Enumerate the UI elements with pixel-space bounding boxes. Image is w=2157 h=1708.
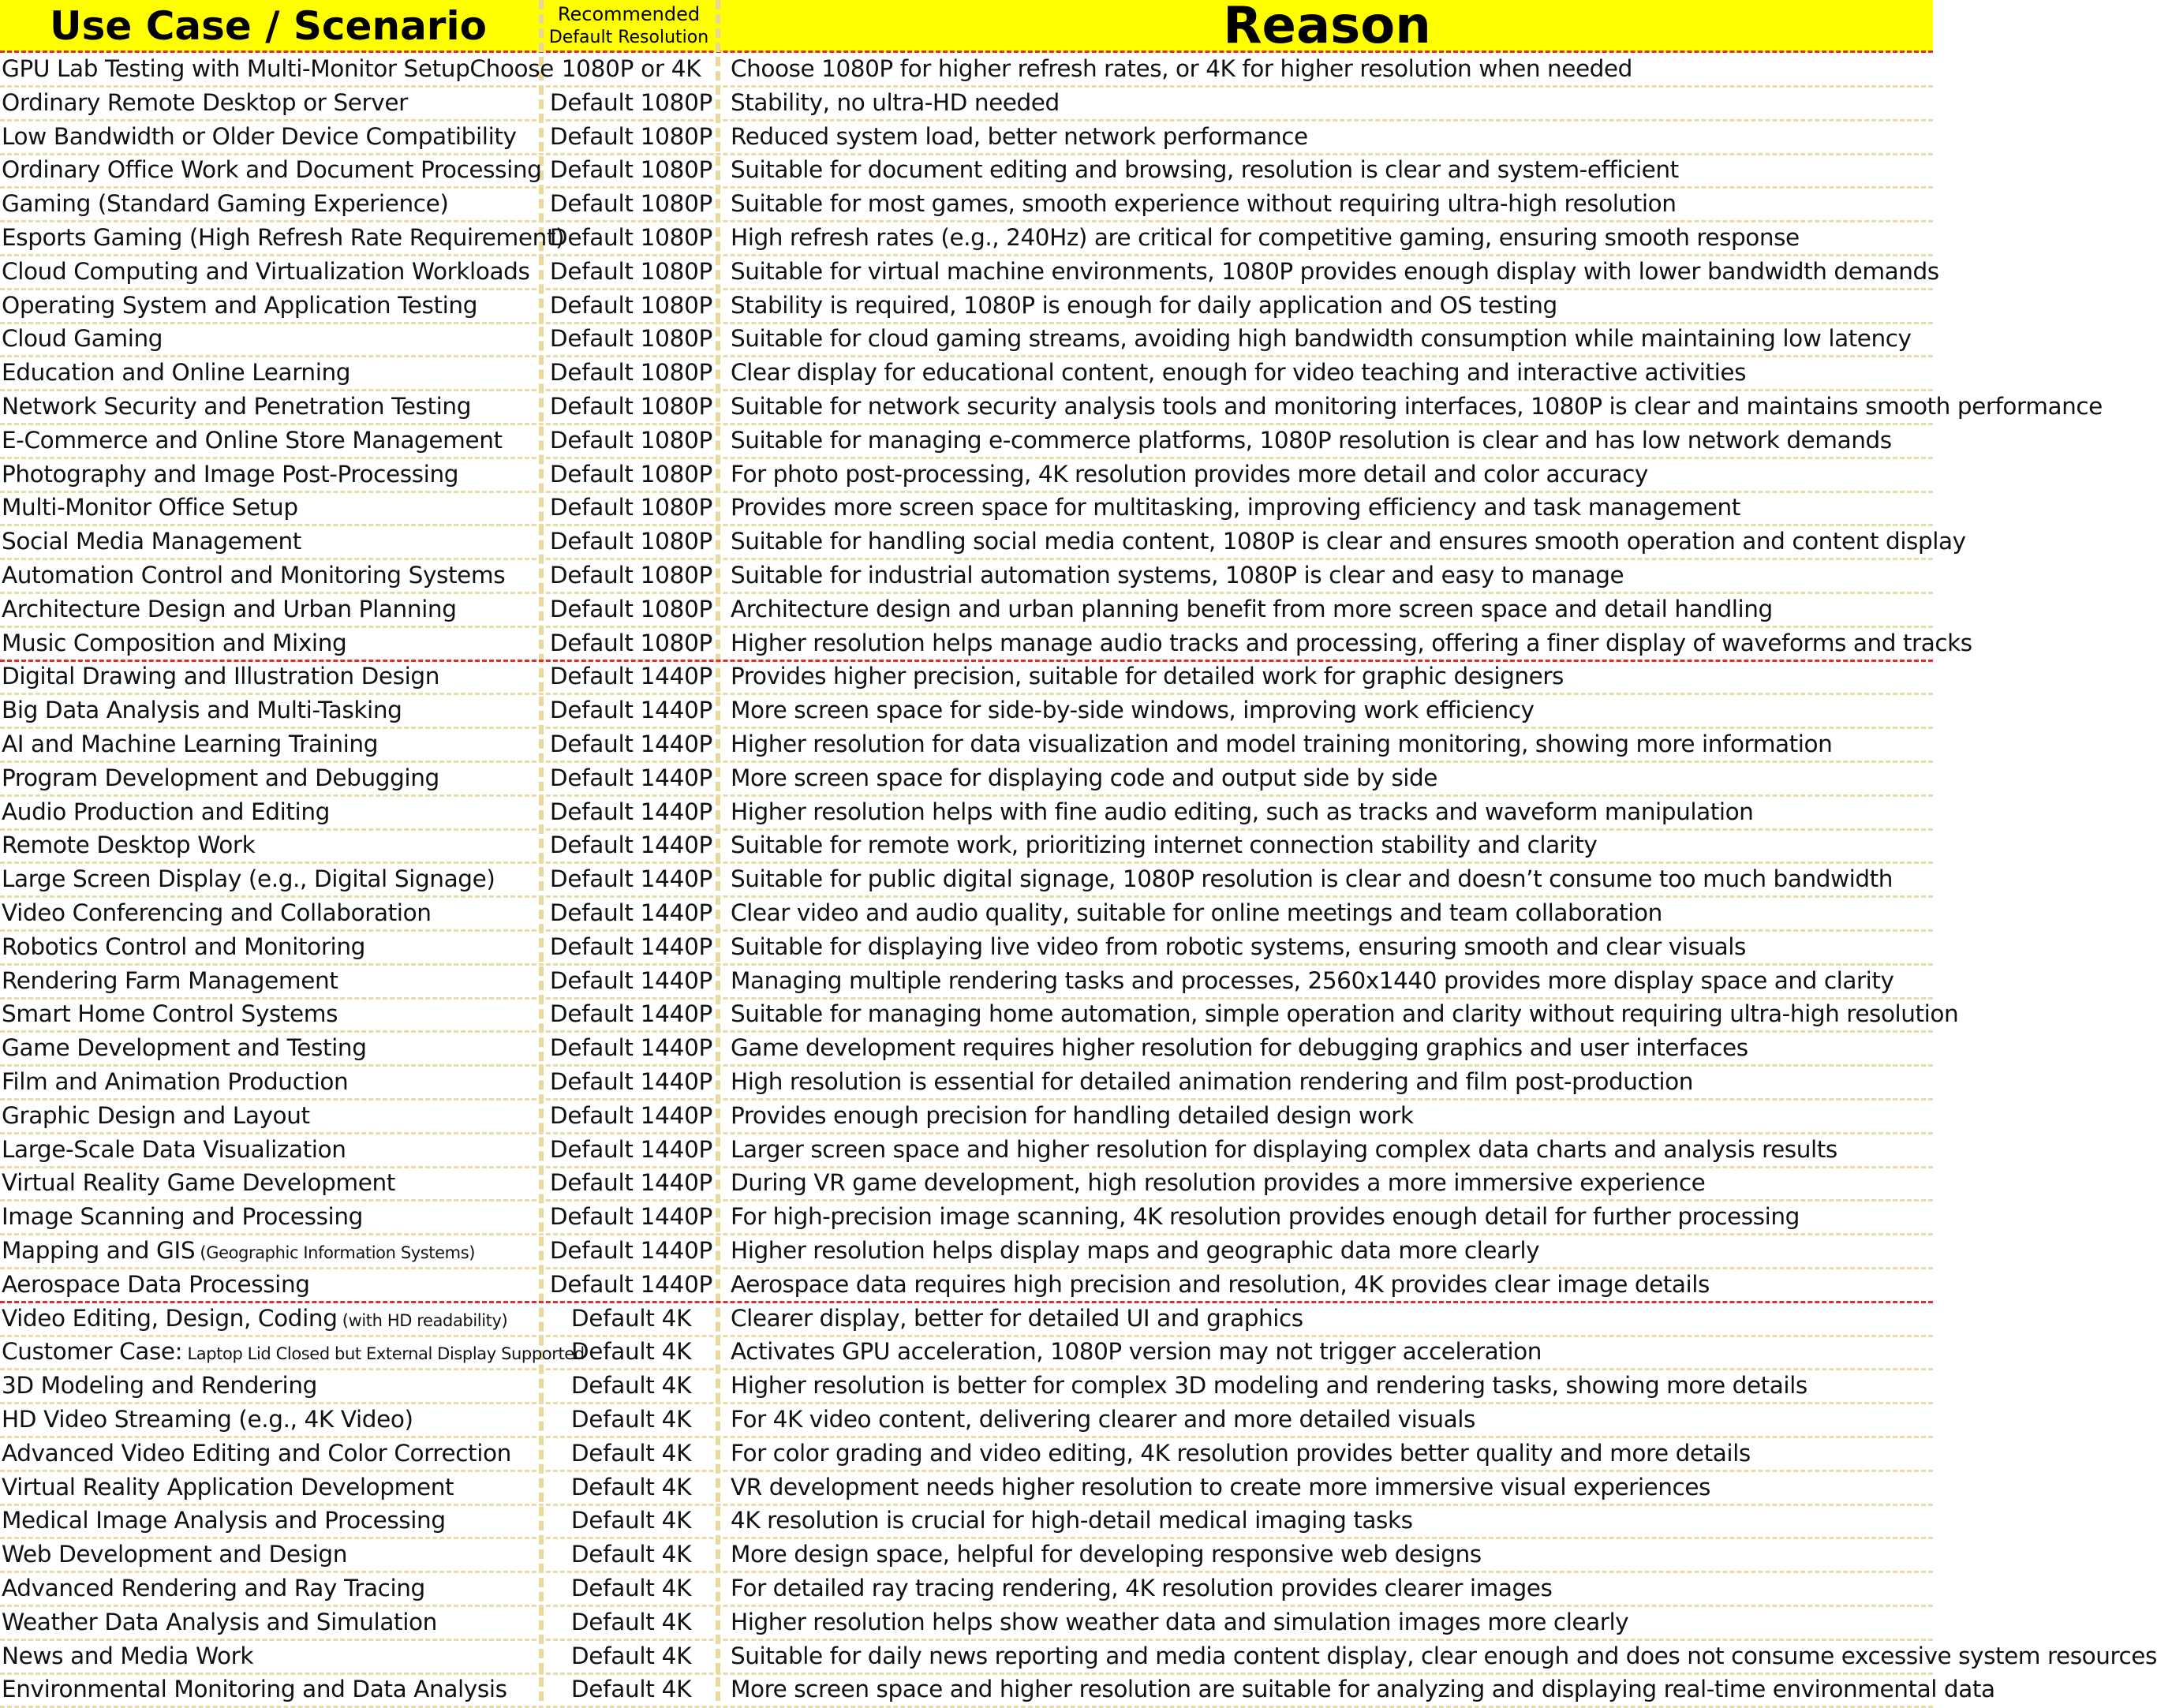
resolution-cell: Default 1080P <box>549 190 713 218</box>
use-case-text: Program Development and Debugging <box>2 764 439 791</box>
reason-cell: Suitable for daily news reporting and media content display, clear enough and does not consume excessive system resources <box>731 1642 2157 1669</box>
use-case-cell <box>2 153 541 186</box>
table-row <box>0 1403 1933 1438</box>
use-case-text: Mapping and GIS <box>2 1237 196 1264</box>
reason-cell: Activates GPU acceleration, 1080P version may not trigger acceleration <box>731 1338 1542 1366</box>
reason-cell: Stability, no ultra-HD needed <box>731 88 1060 116</box>
use-case-text: E-Commerce and Online Store Management <box>2 426 503 454</box>
resolution-cell: Default 1440P <box>549 1203 713 1231</box>
use-case-text: Automation Control and Monitoring Systems <box>2 562 506 589</box>
resolution-cell: Default 1080P <box>549 562 713 589</box>
table-row <box>0 1369 1933 1404</box>
resolution-cell: Default 1080P <box>549 291 713 319</box>
header-resolution-line2: Default Resolution <box>548 28 709 47</box>
use-case-text: Robotics Control and Monitoring <box>2 932 365 960</box>
use-case-text: 3D Modeling and Rendering <box>2 1372 317 1400</box>
use-case-cell <box>2 322 541 355</box>
use-case-cell <box>2 458 541 491</box>
resolution-cell: Default 1080P <box>549 494 713 521</box>
use-case-text: Cloud Gaming <box>2 325 163 353</box>
use-case-cell <box>2 964 541 997</box>
reason-cell: For 4K video content, delivering clearer and more detailed visuals <box>731 1406 1475 1433</box>
reason-cell: Suitable for remote work, prioritizing internet connection stability and clarity <box>731 832 1598 859</box>
use-case-text: News and Media Work <box>2 1642 254 1669</box>
reason-cell: Reduced system load, better network performance <box>731 122 1308 150</box>
use-case-cell <box>2 1335 585 1368</box>
resolution-cell: Default 4K <box>570 1304 692 1332</box>
use-case-text: Architecture Design and Urban Planning <box>2 595 457 622</box>
use-case-text: Multi-Monitor Office Setup <box>2 494 298 521</box>
use-case-text: Web Development and Design <box>2 1541 347 1568</box>
resolution-cell: Default 1080P <box>549 122 713 150</box>
resolution-cell: Default 1440P <box>549 1237 713 1264</box>
resolution-cell: Default 1080P <box>549 629 713 656</box>
resolution-cell: Default 1440P <box>549 1034 713 1062</box>
reason-cell: For detailed ray tracing rendering, 4K resolution provides clearer images <box>731 1575 1553 1601</box>
use-case-cell <box>2 1437 541 1470</box>
table-row <box>0 1605 1933 1641</box>
reason-cell: Larger screen space and higher resolution for displaying complex data charts and analysis results <box>731 1135 1837 1163</box>
resolution-cell: Default 1080P <box>549 359 713 387</box>
resolution-cell: Default 4K <box>570 1406 692 1433</box>
resolution-cell: Default 1440P <box>549 697 713 724</box>
resolution-cell: Default 1080P <box>549 595 713 622</box>
table-row <box>0 626 1972 662</box>
resolution-cell: Default 4K <box>570 1439 692 1467</box>
use-case-cell <box>2 525 541 558</box>
table-row <box>0 187 1933 222</box>
use-case-note: (Geographic Information Systems) <box>195 1243 476 1262</box>
use-case-cell <box>2 693 541 727</box>
use-case-cell <box>2 1031 541 1064</box>
table-row <box>0 153 1933 189</box>
resolution-cell: Default 4K <box>570 1642 692 1669</box>
reason-cell: Higher resolution is better for complex 3D modeling and rendering tasks, showing more details <box>731 1372 1807 1400</box>
use-case-cell <box>2 660 541 693</box>
table-row <box>0 896 1933 932</box>
reason-cell: Provides more screen space for multitasking, improving efficiency and task management <box>731 494 1740 521</box>
use-case-cell <box>2 52 554 85</box>
reason-cell: Higher resolution for data visualization and model training monitoring, showing more information <box>731 731 1833 757</box>
use-case-text: Audio Production and Editing <box>2 798 330 825</box>
use-case-cell <box>2 1605 541 1639</box>
reason-cell: Game development requires higher resolution for debugging graphics and user interfaces <box>731 1034 1748 1062</box>
table-row <box>0 930 1933 966</box>
use-case-cell <box>2 997 541 1030</box>
table-row <box>0 1572 1933 1607</box>
reason-cell: More screen space for displaying code and output side by side <box>731 764 1437 791</box>
resolution-cell: Default 1440P <box>549 731 713 757</box>
resolution-cell: Default 4K <box>570 1338 692 1366</box>
table-row <box>0 424 1933 459</box>
resolution-cell: Default 4K <box>570 1575 692 1601</box>
use-case-cell <box>2 761 541 794</box>
use-case-cell <box>2 424 541 457</box>
resolution-cell: Default 1440P <box>549 832 713 859</box>
resolution-cell: Default 1440P <box>549 798 713 825</box>
table-row <box>0 1471 1933 1506</box>
resolution-cell: Default 4K <box>570 1372 692 1400</box>
use-case-cell <box>2 255 541 288</box>
use-case-cell <box>2 356 541 389</box>
use-case-text: Gaming (Standard Gaming Experience) <box>2 190 449 218</box>
use-case-cell <box>2 187 541 220</box>
reason-cell: Suitable for cloud gaming streams, avoiding high bandwidth consumption while maintaining low latency <box>731 325 1912 353</box>
use-case-cell <box>2 390 541 423</box>
reason-cell: VR development needs higher resolution to create more immersive visual experiences <box>731 1473 1710 1501</box>
use-case-text: Large Screen Display (e.g., Digital Signage) <box>2 865 495 893</box>
use-case-cell <box>2 1504 541 1537</box>
table-row <box>0 221 1933 256</box>
table-row <box>0 761 1933 797</box>
use-case-text: Rendering Farm Management <box>2 966 338 994</box>
table-row <box>0 86 1933 121</box>
reason-cell: Suitable for displaying live video from robotic systems, ensuring smooth and clear visuals <box>731 932 1746 960</box>
resolution-cell: Default 4K <box>570 1608 692 1635</box>
table-row <box>0 559 1933 594</box>
use-case-cell <box>2 930 541 963</box>
use-case-cell <box>2 221 565 254</box>
reason-cell: For photo post-processing, 4K resolution provides more detail and color accuracy <box>731 460 1648 488</box>
use-case-text: Advanced Video Editing and Color Correction <box>2 1439 511 1467</box>
table-row <box>0 964 1933 1000</box>
use-case-cell <box>2 1133 541 1166</box>
use-case-text: Film and Animation Production <box>2 1068 349 1095</box>
use-case-note: (with HD readability) <box>337 1310 508 1330</box>
resolution-cell: Default 1080P <box>549 460 713 488</box>
use-case-cell <box>2 86 541 119</box>
table-row <box>0 1335 1933 1370</box>
table-row <box>0 1099 1933 1134</box>
use-case-text: Network Security and Penetration Testing <box>2 393 472 420</box>
use-case-text: Graphic Design and Layout <box>2 1101 310 1129</box>
use-case-text: Environmental Monitoring and Data Analysis <box>2 1676 507 1703</box>
resolution-cell: Default 1440P <box>549 1135 713 1163</box>
reason-cell: High resolution is essential for detailed animation rendering and film post-production <box>731 1068 1694 1095</box>
use-case-cell <box>2 1065 541 1098</box>
reason-cell: Clear video and audio quality, suitable for online meetings and team collaboration <box>731 899 1662 926</box>
resolution-cell: Default 1440P <box>549 1270 713 1298</box>
resolution-cell: Default 1440P <box>549 1000 713 1028</box>
use-case-text: Customer Case: <box>2 1338 183 1366</box>
table-row <box>0 1166 1933 1202</box>
resolution-cell: Default 4K <box>570 1541 692 1568</box>
reason-cell: Provides enough precision for handling detailed design work <box>731 1101 1414 1129</box>
table-row <box>0 592 1933 628</box>
table-row <box>0 693 1933 729</box>
reason-cell: Higher resolution helps with fine audio editing, such as tracks and waveform manipulation <box>731 798 1754 825</box>
table-row <box>0 862 1933 898</box>
use-case-text: GPU Lab Testing with Multi-Monitor SetupChoose <box>2 55 554 82</box>
table-row <box>0 289 1933 324</box>
table-row <box>0 795 1933 831</box>
use-case-cell <box>2 1302 541 1335</box>
use-case-text: Cloud Computing and Virtualization Workloads <box>2 257 530 285</box>
resolution-cell: Default 1440P <box>549 1068 713 1095</box>
use-case-cell <box>2 1538 541 1571</box>
table-row <box>0 525 1966 560</box>
resolution-cell: Default 1080P <box>549 88 713 116</box>
resolution-cell: Default 1080P <box>549 257 713 285</box>
use-case-cell <box>2 559 541 592</box>
reason-cell: More screen space for side-by-side windows, improving work efficiency <box>731 697 1535 724</box>
resolution-cell: Default 1080P <box>549 224 713 251</box>
use-case-text: Social Media Management <box>2 528 301 555</box>
header-use-case: Use Case / Scenario <box>50 3 487 49</box>
reason-cell: Higher resolution helps manage audio tracks and processing, offering a finer display of waveforms and tracks <box>731 629 1972 656</box>
resolution-cell: Default 4K <box>570 1473 692 1501</box>
use-case-text: HD Video Streaming (e.g., 4K Video) <box>2 1406 413 1433</box>
table-row <box>0 1672 1995 1708</box>
use-case-note: Laptop Lid Closed but External Display Supported <box>182 1344 585 1364</box>
resolution-cell: Default 1080P <box>549 393 713 420</box>
use-case-cell <box>2 1166 541 1199</box>
table-row <box>0 1065 1933 1101</box>
use-case-cell <box>2 1200 541 1233</box>
resolution-cell: Default 1080P <box>549 156 713 184</box>
reason-cell: Choose 1080P for higher refresh rates, or 4K for higher resolution when needed <box>731 55 1632 82</box>
resolution-cell: Default 1440P <box>549 932 713 960</box>
use-case-cell <box>2 1471 541 1504</box>
table-row <box>0 390 2103 425</box>
use-case-cell <box>2 626 541 660</box>
use-case-cell <box>2 1099 541 1132</box>
use-case-text: Music Composition and Mixing <box>2 629 347 656</box>
reason-cell: Clearer display, better for detailed UI and graphics <box>731 1304 1303 1332</box>
use-case-cell <box>2 795 541 828</box>
table-row <box>0 1504 1933 1539</box>
use-case-text: Advanced Rendering and Ray Tracing <box>2 1575 425 1601</box>
table-row <box>0 1031 1933 1067</box>
table-row <box>0 828 1933 864</box>
use-case-cell <box>2 491 541 524</box>
reason-cell: 4K resolution is crucial for high-detail medical imaging tasks <box>731 1507 1413 1534</box>
table-row <box>0 458 1933 493</box>
use-case-cell <box>2 1639 541 1672</box>
use-case-text: Video Editing, Design, Coding <box>2 1304 338 1332</box>
use-case-text: Smart Home Control Systems <box>2 1000 338 1028</box>
table-row <box>0 322 1933 357</box>
resolution-cell: Default 1080P <box>549 426 713 454</box>
use-case-text: Video Conferencing and Collaboration <box>2 899 432 926</box>
table-row <box>0 255 1939 290</box>
resolution-cell: Default 1440P <box>549 1101 713 1129</box>
reason-cell: Architecture design and urban planning benefit from more screen space and detail handling <box>731 595 1773 622</box>
use-case-cell <box>2 862 541 895</box>
reason-cell: Aerospace data requires high precision and resolution, 4K provides clear image details <box>731 1270 1710 1298</box>
resolution-cell: Default 4K <box>570 1676 692 1703</box>
use-case-text: Game Development and Testing <box>2 1034 367 1062</box>
use-case-cell <box>2 1234 541 1267</box>
table-row <box>0 52 1933 88</box>
use-case-text: Aerospace Data Processing <box>2 1270 310 1298</box>
use-case-cell <box>2 289 541 322</box>
reason-cell: More design space, helpful for developing responsive web designs <box>731 1541 1482 1568</box>
table-row <box>0 1268 1933 1303</box>
table-row <box>0 1538 1933 1573</box>
use-case-text: Virtual Reality Application Development <box>2 1473 454 1501</box>
reason-cell: Suitable for document editing and browsing, resolution is clear and system-efficient <box>731 156 1679 184</box>
table-row <box>0 1639 2157 1675</box>
reason-cell: Suitable for industrial automation systems, 1080P is clear and easy to manage <box>731 562 1624 589</box>
resolution-cell: Default 1440P <box>549 1169 713 1197</box>
reason-cell: During VR game development, high resolution provides a more immersive experience <box>731 1169 1706 1197</box>
use-case-cell <box>2 1403 541 1436</box>
use-case-text: Remote Desktop Work <box>2 832 256 859</box>
table-row <box>0 120 1933 155</box>
reason-cell: For high-precision image scanning, 4K resolution provides enough detail for further processing <box>731 1203 1800 1231</box>
use-case-text: Image Scanning and Processing <box>2 1203 363 1231</box>
table-row <box>0 356 1933 391</box>
use-case-text: AI and Machine Learning Training <box>2 731 379 757</box>
resolution-cell: Default 1080P <box>549 528 713 555</box>
table-row <box>0 1133 1933 1168</box>
table-row <box>0 660 1933 695</box>
table-row <box>0 1437 1933 1472</box>
use-case-cell <box>2 828 541 861</box>
use-case-cell <box>2 120 541 153</box>
reason-cell: Stability is required, 1080P is enough for daily application and OS testing <box>731 291 1557 319</box>
use-case-text: Ordinary Office Work and Document Processing <box>2 156 542 184</box>
use-case-text: Digital Drawing and Illustration Design <box>2 663 440 690</box>
resolution-cell: 1080P or 4K <box>561 55 701 82</box>
resolution-cell: Default 4K <box>570 1507 692 1534</box>
use-case-text: Medical Image Analysis and Processing <box>2 1507 446 1534</box>
use-case-cell <box>2 1572 541 1605</box>
reason-cell: Provides higher precision, suitable for detailed work for graphic designers <box>731 663 1564 690</box>
resolution-cell: Default 1440P <box>549 764 713 791</box>
use-case-text: Virtual Reality Game Development <box>2 1169 395 1197</box>
reason-cell: More screen space and higher resolution are suitable for analyzing and displaying real-time environmental data <box>731 1676 1995 1703</box>
use-case-text: Weather Data Analysis and Simulation <box>2 1608 437 1635</box>
header-resolution <box>543 0 715 52</box>
resolution-cell: Default 1440P <box>549 899 713 926</box>
use-case-text: Photography and Image Post-Processing <box>2 460 459 488</box>
use-case-cell <box>2 1369 541 1402</box>
table-header <box>0 0 1933 55</box>
use-case-text: Big Data Analysis and Multi-Tasking <box>2 697 402 724</box>
use-case-text: Low Bandwidth or Older Device Compatibility <box>2 122 517 150</box>
table-row <box>0 1200 1933 1235</box>
use-case-text: Operating System and Application Testing <box>2 291 478 319</box>
reason-cell: For color grading and video editing, 4K resolution provides better quality and more details <box>731 1439 1751 1467</box>
reason-cell: Suitable for managing e-commerce platforms, 1080P resolution is clear and has low network demands <box>731 426 1892 454</box>
reason-cell: Managing multiple rendering tasks and processes, 2560x1440 provides more display space and clarity <box>731 966 1894 994</box>
reason-cell: Suitable for virtual machine environments, 1080P provides enough display with lower bandwidth demands <box>731 257 1939 285</box>
resolution-cell: Default 1080P <box>549 325 713 353</box>
table-row <box>0 997 1959 1033</box>
table-row <box>0 491 1933 526</box>
use-case-cell <box>2 896 541 929</box>
use-case-cell <box>2 1268 541 1301</box>
reason-cell: Suitable for most games, smooth experience without requiring ultra-high resolution <box>731 190 1677 218</box>
reason-cell: Higher resolution helps show weather data and simulation images more clearly <box>731 1608 1629 1635</box>
reason-cell: Suitable for managing home automation, simple operation and clarity without requiring ultra-high resolution <box>731 1000 1959 1028</box>
use-case-text: Esports Gaming (High Refresh Rate Requirement) <box>2 224 565 251</box>
reason-cell: Suitable for network security analysis tools and monitoring interfaces, 1080P is clear and maintains smooth performance <box>731 393 2103 420</box>
use-case-cell <box>2 592 541 626</box>
table-row <box>0 727 1933 763</box>
use-case-text: Education and Online Learning <box>2 359 351 387</box>
reason-cell: Suitable for handling social media content, 1080P is clear and ensures smooth operation and content display <box>731 528 1966 555</box>
use-case-cell <box>2 1672 541 1706</box>
use-case-text: Ordinary Remote Desktop or Server <box>2 88 408 116</box>
reason-cell: Clear display for educational content, enough for video teaching and interactive activities <box>731 359 1747 387</box>
header-resolution-line1: Recommended <box>557 3 701 25</box>
resolution-cell: Default 1440P <box>549 865 713 893</box>
reason-cell: Higher resolution helps display maps and geographic data more clearly <box>731 1237 1540 1264</box>
header-reason: Reason <box>1223 0 1431 55</box>
reason-cell: High refresh rates (e.g., 240Hz) are critical for competitive gaming, ensuring smooth response <box>731 224 1800 251</box>
resolution-cell: Default 1440P <box>549 663 713 690</box>
use-case-text: Large-Scale Data Visualization <box>2 1135 346 1163</box>
table-row <box>0 1302 1933 1337</box>
resolution-cell: Default 1440P <box>549 966 713 994</box>
reason-cell: Suitable for public digital signage, 1080P resolution is clear and doesn’t consume too much bandwidth <box>731 865 1893 893</box>
use-case-cell <box>2 727 541 761</box>
table-row <box>0 1234 1933 1269</box>
